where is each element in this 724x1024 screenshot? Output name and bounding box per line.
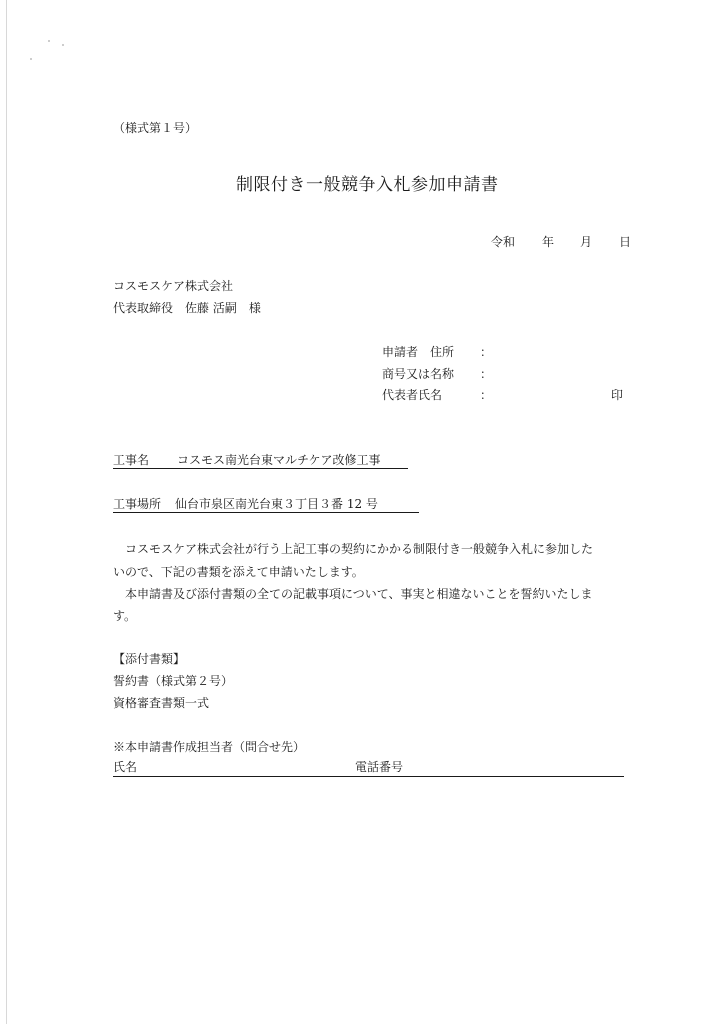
date-month: 月 — [580, 235, 593, 249]
applicant-address-row — [382, 345, 493, 359]
scan-speck — [30, 58, 32, 60]
date-era: 令和 — [491, 235, 516, 249]
applicant-representative-label: 代表者氏名 — [382, 388, 443, 402]
project-site-value: 仙台市泉区南光台東３丁目３番 12 号 — [175, 497, 378, 511]
body-paragraph-line: 本申請書及び添付書類の全ての記載事項について、事実と相違ないことを誓約いたしま — [113, 587, 593, 601]
addressee-representative: 代表取締役 佐藤 活嗣 様 — [113, 301, 261, 315]
applicant-address-label: 申請者 住所 — [382, 345, 455, 359]
body-paragraph-line: コスモスケア株式会社が行う上記工事の契約にかかる制限付き一般競争入札に参加した — [113, 542, 594, 556]
scan-speck — [62, 44, 64, 46]
contact-name-label: 氏名 — [113, 760, 138, 774]
contact-heading: ※本申請書作成担当者（問合せ先） — [113, 740, 306, 754]
form-number: （様式第１号） — [113, 121, 198, 135]
scan-edge-line — [6, 0, 7, 1024]
body-paragraph-line: いので、下記の書類を添えて申請いたします。 — [113, 565, 364, 579]
document-title: 制限付き一般競争入札参加申請書 — [236, 175, 499, 195]
applicant-address-colon: ： — [480, 345, 493, 359]
body-paragraph-line: す。 — [113, 609, 137, 623]
attachment-item: 誓約書（様式第２号） — [113, 674, 234, 688]
applicant-trade-name-row — [382, 367, 493, 381]
applicant-trade-name-colon: ： — [480, 367, 493, 381]
project-site-label: 工事場所 — [113, 497, 162, 511]
date-year: 年 — [542, 235, 555, 249]
attachments-heading: 【添付書類】 — [113, 652, 186, 666]
contact-fill-line — [113, 760, 624, 777]
seal-mark: 印 — [611, 388, 624, 402]
project-site-line — [113, 498, 419, 513]
addressee-company: コスモスケア株式会社 — [113, 279, 234, 293]
scan-speck — [48, 40, 50, 42]
project-name-label: 工事名 — [113, 453, 150, 467]
applicant-representative-colon: ： — [480, 388, 493, 402]
attachment-item: 資格審査書類一式 — [113, 696, 210, 710]
applicant-representative-row — [382, 388, 493, 402]
project-name-value: コスモス南光台東マルチケア改修工事 — [177, 453, 381, 467]
applicant-trade-name-label: 商号又は名称 — [382, 367, 455, 381]
project-name-line — [113, 454, 408, 469]
contact-phone-label: 電話番号 — [355, 760, 404, 774]
date-day: 日 — [619, 235, 632, 249]
